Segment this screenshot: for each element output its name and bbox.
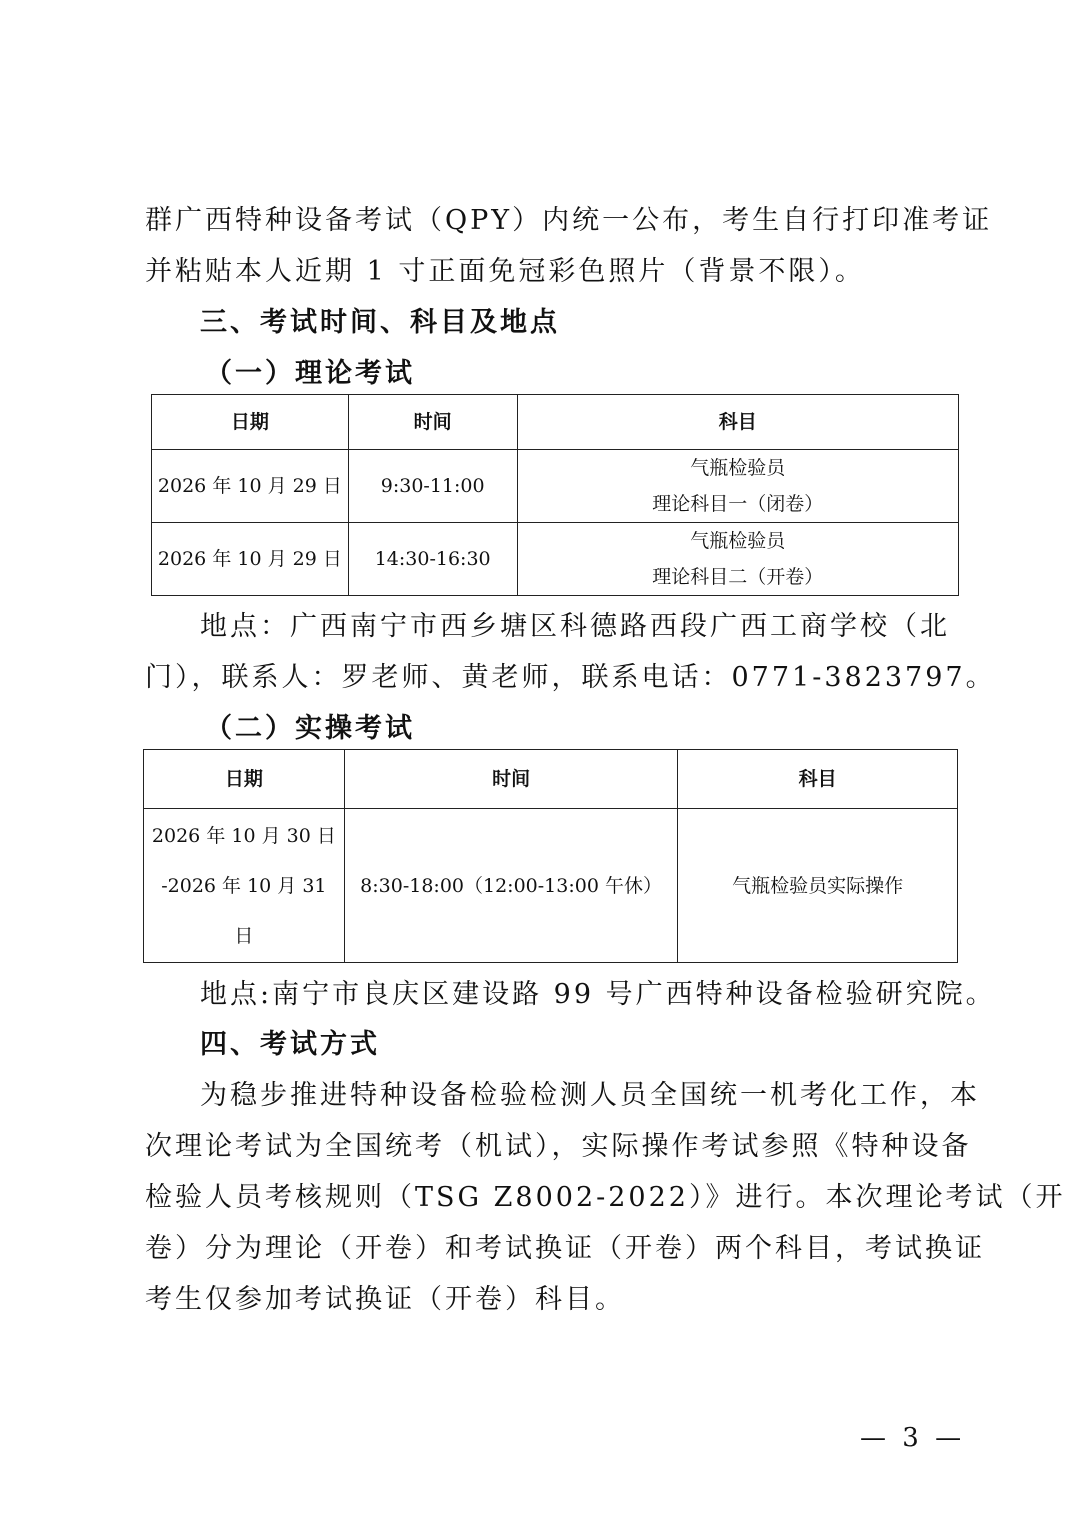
table-header-row — [144, 750, 958, 809]
table-header-cell: 日期 — [152, 395, 349, 450]
date-line: 2026 年 10 月 30 日 — [151, 824, 336, 847]
location-line: 门），联系人：罗老师、黄老师，联系电话：0771-3823797。 — [145, 662, 996, 693]
table-cell-time: 9:30-11:00 — [348, 450, 517, 523]
paragraph-line: 考生仅参加考试换证（开卷）科目。 — [145, 1284, 625, 1315]
table-header-cell: 时间 — [348, 395, 517, 450]
table-cell-time: 14:30-16:30 — [348, 523, 517, 596]
subsection-heading-theory: （一）理论考试 — [205, 358, 415, 389]
subject-line: 气瓶检验员 — [690, 457, 786, 479]
page-number: — 3 — — [860, 1423, 966, 1453]
location-line: 地点：广西南宁市西乡塘区科德路西段广西工商学校（北 — [200, 611, 950, 642]
theory-exam-table — [151, 394, 959, 596]
paragraph-line: 为稳步推进特种设备检验检测人员全国统一机考化工作，本 — [200, 1080, 980, 1111]
subject-line: 理论科目一（闭卷） — [652, 493, 824, 515]
paragraph-line: 并粘贴本人近期 1 寸正面免冠彩色照片（背景不限）。 — [145, 256, 865, 287]
table-header-cell: 时间 — [344, 750, 678, 809]
table-cell-subject: 气瓶检验员实际操作 — [678, 809, 958, 963]
date-line: 日 — [234, 924, 254, 947]
table-cell-subject — [517, 450, 958, 523]
location-line: 地点:南宁市良庆区建设路 99 号广西特种设备检验研究院。 — [200, 979, 996, 1010]
table-header-cell: 科目 — [517, 395, 958, 450]
table-cell-date: 2026 年 10 月 29 日 — [152, 523, 349, 596]
table-cell-subject — [517, 523, 958, 596]
table-row — [144, 809, 958, 963]
paragraph-line: 卷）分为理论（开卷）和考试换证（开卷）两个科目，考试换证 — [145, 1233, 985, 1264]
subject-line: 理论科目二（开卷） — [652, 566, 824, 588]
table-cell-date: 2026 年 10 月 29 日 — [152, 450, 349, 523]
subject-line: 气瓶检验员 — [690, 530, 786, 552]
subsection-heading-practical: （二）实操考试 — [205, 713, 415, 744]
table-header-cell: 日期 — [144, 750, 345, 809]
table-row — [152, 523, 959, 596]
table-header-row — [152, 395, 959, 450]
section-heading-4: 四、考试方式 — [200, 1029, 380, 1060]
paragraph-line: 检验人员考核规则（TSG Z8002-2022）》进行。本次理论考试（开 — [145, 1182, 1066, 1213]
table-cell-date — [144, 809, 345, 963]
section-heading-3: 三、考试时间、科目及地点 — [200, 307, 560, 338]
table-row — [152, 450, 959, 523]
date-line: -2026 年 10 月 31 — [161, 874, 327, 897]
table-header-cell: 科目 — [678, 750, 958, 809]
paragraph-line: 群广西特种设备考试（QPY）内统一公布，考生自行打印准考证 — [145, 205, 993, 236]
practical-exam-table — [143, 749, 958, 963]
paragraph-line: 次理论考试为全国统考（机试），实际操作考试参照《特种设备 — [145, 1131, 972, 1162]
table-cell-time: 8:30-18:00（12:00-13:00 午休） — [344, 809, 678, 963]
